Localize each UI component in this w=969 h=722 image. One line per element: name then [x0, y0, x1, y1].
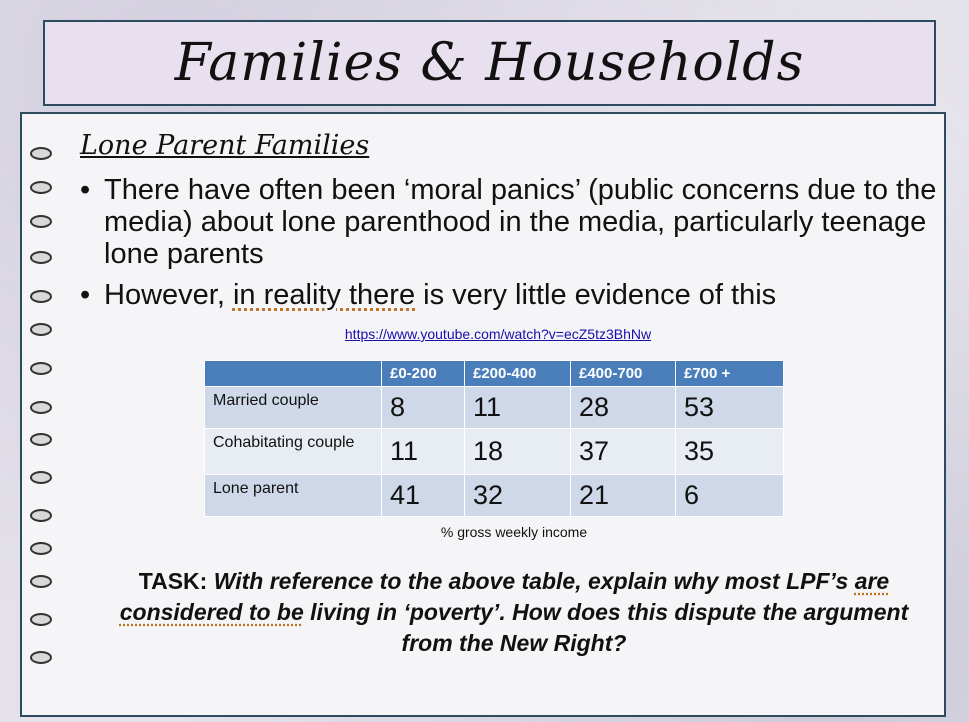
table-cell: 53 — [676, 387, 784, 429]
spiral-ring-icon — [30, 575, 52, 588]
table-row — [205, 429, 784, 475]
table-cell: 32 — [465, 475, 571, 517]
spiral-ring-icon — [30, 362, 52, 375]
row-label: Married couple — [205, 387, 382, 429]
table-cell: 28 — [571, 387, 676, 429]
slide-title: Families & Households — [174, 33, 805, 93]
spiral-ring-icon — [30, 215, 52, 228]
spiral-ring-icon — [30, 251, 52, 264]
task-label: TASK: — [138, 568, 208, 594]
task-prompt — [100, 566, 928, 659]
table-cell: 6 — [676, 475, 784, 517]
table-row — [205, 475, 784, 517]
video-link[interactable]: https://www.youtube.com/watch?v=ecZ5tz3BhNw — [344, 326, 652, 342]
task-text: living in ‘poverty’. How does this dispute the argument from the New Right? — [303, 599, 909, 656]
bullet-text: is very little evidence of this — [415, 279, 777, 311]
spiral-ring-icon — [30, 542, 52, 555]
spiral-ring-icon — [30, 290, 52, 303]
spiral-ring-icon — [30, 471, 52, 484]
spiral-ring-icon — [30, 509, 52, 522]
bullet-item — [78, 174, 938, 270]
section-heading: Lone Parent Families — [80, 130, 370, 161]
table-cell: 37 — [571, 429, 676, 475]
bullet-item — [78, 279, 938, 311]
column-header: £200-400 — [465, 361, 571, 387]
table-cell: 18 — [465, 429, 571, 475]
table-cell: 11 — [465, 387, 571, 429]
bullet-list — [78, 174, 938, 320]
row-label: Cohabitating couple — [205, 429, 382, 475]
spiral-ring-icon — [30, 147, 52, 160]
row-label: Lone parent — [205, 475, 382, 517]
column-header: £400-700 — [571, 361, 676, 387]
spiral-ring-icon — [30, 401, 52, 414]
table-cell: 8 — [382, 387, 465, 429]
table-cell: 11 — [382, 429, 465, 475]
column-header: £700 + — [676, 361, 784, 387]
table-cell: 41 — [382, 475, 465, 517]
column-header: £0-200 — [382, 361, 465, 387]
spiral-ring-icon — [30, 651, 52, 664]
table-cell: 21 — [571, 475, 676, 517]
table-cell: 35 — [676, 429, 784, 475]
spiral-ring-icon — [30, 181, 52, 194]
underlined-phrase: in reality there — [232, 279, 416, 311]
column-header — [205, 361, 382, 387]
table-header-row — [205, 361, 784, 387]
income-table — [204, 360, 784, 517]
bullet-text: However, — [104, 279, 233, 311]
spiral-ring-icon — [30, 433, 52, 446]
bullet-text: There have often been ‘moral panics’ (public concerns due to the media) about lone parenthood in the media, particularly teenage lone parents — [104, 174, 937, 270]
underlined-phrase: are considered to be — [119, 568, 890, 625]
task-text: With reference to the above table, explain why most LPF’s — [207, 568, 855, 594]
spiral-ring-icon — [30, 613, 52, 626]
table-row — [205, 387, 784, 429]
table-caption: % gross weekly income — [440, 524, 588, 540]
title-banner — [43, 20, 936, 106]
